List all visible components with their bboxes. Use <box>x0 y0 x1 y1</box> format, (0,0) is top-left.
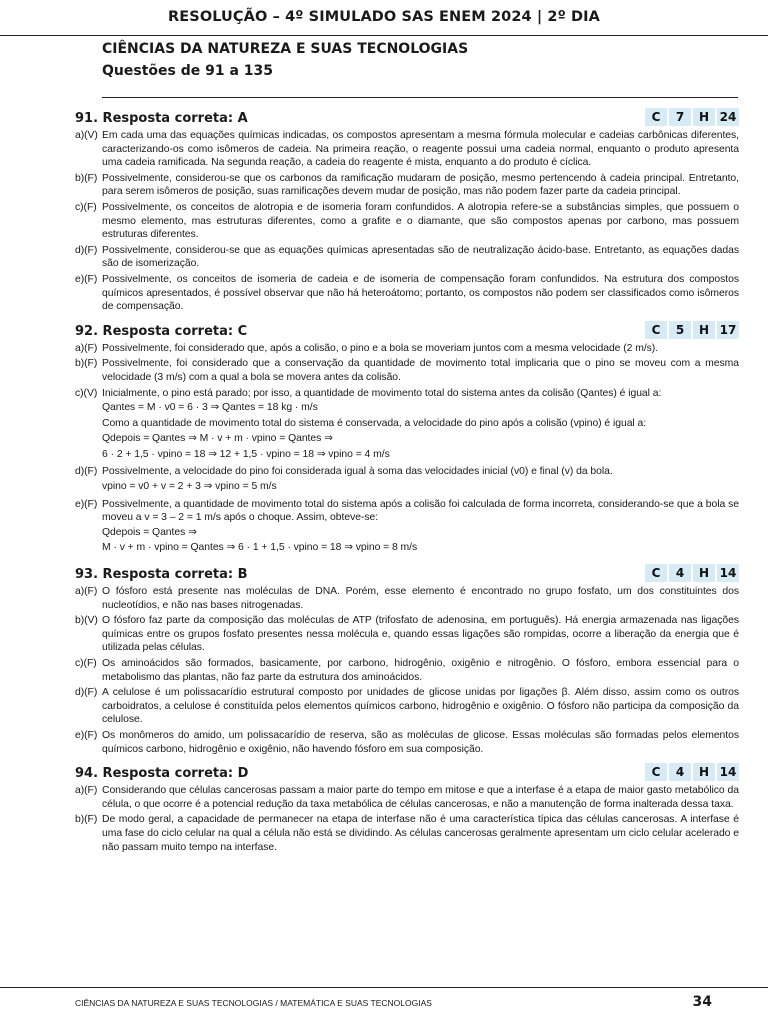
equation: Qdepois = Qantes ⇒ M · v + m · vpino = Qantes ⇒ <box>102 433 333 445</box>
option-text: Inicialmente, o pino está parado; por isso, a quantidade de movimento total do sistema antes da colisão (Qantes) é igual a: <box>102 387 662 399</box>
answer-option <box>75 129 739 170</box>
competency-badge: H <box>693 763 715 781</box>
option-letter: b)(F) <box>75 358 98 370</box>
footer-text: CIÊNCIAS DA NATUREZA E SUAS TECNOLOGIAS / MATEMÁTICA E SUAS TECNOLOGIAS <box>75 998 432 1008</box>
competency-badges <box>643 321 739 339</box>
option-explanation <box>102 244 739 271</box>
option-explanation <box>102 129 739 170</box>
option-explanation <box>102 172 739 199</box>
answer-option <box>75 273 739 314</box>
question-title: 93. Resposta correta: B <box>75 567 248 583</box>
competency-badge: 5 <box>669 321 691 339</box>
question-title: 91. Resposta correta: A <box>75 111 248 126</box>
option-letter: a)(V) <box>75 130 98 141</box>
competency-badge: 14 <box>717 564 739 582</box>
option-explanation <box>102 498 739 557</box>
option-letter: a)(F) <box>75 342 98 354</box>
answer-option <box>75 172 739 199</box>
equation: Qantes = M · v0 = 6 · 3 ⇒ Qantes = 18 kg · m/s <box>102 402 318 414</box>
answer-option <box>75 387 739 464</box>
competency-badges <box>643 763 739 781</box>
competency-badge: H <box>693 108 715 126</box>
option-text-continued: Como a quantidade de movimento total do sistema é conservada, a velocidade do pino após a colisão (vpino) é igual a: <box>102 417 647 429</box>
option-explanation <box>102 657 739 684</box>
answer-option <box>75 614 739 655</box>
option-text: Possivelmente, considerou-se que os carbonos da ramificação mudaram de posição, mesmo pertencendo à cadeia principal. Entretanto, para serem isômeros de posição, suas ramificações devem mudar de posição, mas não podem fazer parte da cadeia principal. <box>102 172 739 198</box>
option-letter: d)(F) <box>75 687 98 699</box>
section-title: CIÊNCIAS DA NATUREZA E SUAS TECNOLOGIAS <box>102 41 469 57</box>
section-divider <box>102 97 738 98</box>
answer-option <box>75 729 739 756</box>
answer-option <box>75 465 739 495</box>
answer-option <box>75 357 739 384</box>
equation: M · v + m · vpino = Qantes ⇒ 6 · 1 + 1,5 · vpino = 18 ⇒ vpino = 8 m/s <box>102 542 418 554</box>
option-text: Possivelmente, os conceitos de alotropia e de isomeria foram confundidos. A alotropia refere-se a substâncias simples, que possuem o mesmo elemento, mas estruturas diferentes, como a grafite e o diamante, que são compostos apenas por carbono, mas possuem estruturas diferentes. <box>102 201 739 241</box>
option-letter: b)(F) <box>75 814 98 826</box>
option-letter: b)(F) <box>75 172 98 184</box>
option-explanation <box>102 342 739 356</box>
answer-option <box>75 686 739 727</box>
option-text: De modo geral, a capacidade de permanecer na etapa de interfase não é uma característica típica das células cancerosas. A interfase é uma fase do ciclo celular na qual a célula não está se dividindo. As células cancerosas geralmente apresentam um ciclo celular acelerado e não passam muito tempo na interfase. <box>102 814 739 853</box>
option-explanation <box>102 813 739 854</box>
option-explanation <box>102 465 739 495</box>
option-letter: e)(F) <box>75 273 98 285</box>
option-text: Possivelmente, foi considerado que a conservação da quantidade de movimento total implicaria que o pino se moveu com a mesma velocidade (3 m/s) com a qual a bola se movera antes da colisão. <box>102 358 739 383</box>
equation: Qdepois = Qantes ⇒ <box>102 526 197 538</box>
footer-divider <box>0 987 768 988</box>
header-divider <box>0 35 768 36</box>
answer-option <box>75 813 739 854</box>
competency-badge: 4 <box>669 763 691 781</box>
option-explanation <box>102 729 739 756</box>
competency-badge: H <box>693 321 715 339</box>
option-explanation <box>102 614 739 655</box>
competency-badge: 17 <box>717 321 739 339</box>
option-explanation <box>102 387 739 464</box>
question-block <box>75 108 739 314</box>
competency-badge: 7 <box>669 108 691 126</box>
competency-badge: C <box>645 763 667 781</box>
option-text: Possivelmente, os conceitos de isomeria de cadeia e de isomeria de compensação foram confundidos. Na estrutura dos compostos químicos apresentados, é possível observar que não há heteroátomo; portanto, os compostos não podem ser classificados como isômeros de compensação. <box>102 273 739 313</box>
question-title: 94. Resposta correta: D <box>75 766 249 782</box>
competency-badge: 4 <box>669 564 691 582</box>
option-letter: e)(F) <box>75 498 98 510</box>
question-block <box>75 321 739 557</box>
option-letter: a)(F) <box>75 586 98 598</box>
option-text: Possivelmente, foi considerado que, após a colisão, o pino e a bola se moveriam juntos com a mesma velocidade (2 m/s). <box>102 342 659 354</box>
competency-badges <box>643 108 739 126</box>
competency-badge: C <box>645 321 667 339</box>
competency-badge: H <box>693 564 715 582</box>
page-number: 34 <box>692 994 712 1010</box>
competency-badge: C <box>645 564 667 582</box>
option-explanation <box>102 686 739 727</box>
competency-badge: 14 <box>717 763 739 781</box>
answers-list <box>75 108 739 861</box>
document-header-title: RESOLUÇÃO – 4º SIMULADO SAS ENEM 2024 | 2º DIA <box>168 9 600 25</box>
question-header <box>75 763 739 784</box>
option-text: O fósforo está presente nas moléculas de DNA. Porém, esse elemento é encontrado no grupo fosfato, um dos constituintes dos nucleotídios, e não nas bases nitrogenadas. <box>102 586 739 611</box>
answer-option <box>75 342 739 356</box>
equation: vpino = v0 + v = 2 + 3 ⇒ vpino = 5 m/s <box>102 481 277 493</box>
option-letter: e)(F) <box>75 729 98 741</box>
competency-badge: C <box>645 108 667 126</box>
option-letter: b)(V) <box>75 615 98 627</box>
equation: 6 · 2 + 1,5 · vpino = 18 ⇒ 12 + 1,5 · vpino = 18 ⇒ vpino = 4 m/s <box>102 448 390 460</box>
option-letter: c)(F) <box>75 658 97 669</box>
question-title: 92. Resposta correta: C <box>75 323 248 339</box>
option-text: A celulose é um polissacarídio estrutural composto por unidades de glicose unidas por ligações β. Além disso, assim como os outros carboidratos, a celulose é constituída pelos elementos químicos carbono, hidrogênio e oxigênio. O fósforo não participa da composição da celulose. <box>102 687 739 726</box>
option-text: Possivelmente, a velocidade do pino foi considerada igual à soma das velocidades inicial (v0) e final (v) da bola. <box>102 466 613 478</box>
answer-option <box>75 657 739 684</box>
option-text: Em cada uma das equações químicas indicadas, os compostos apresentam a mesma fórmula molecular e cadeias carbônicas diferentes, caracterizando-os como isômeros de cadeia. Na primeira reação, o reagente possui uma cadeia normal, enquanto o produto apresenta uma cadeia ramificada. Na segunda reação, a cadeia do reagente é mista, enquanto a do produto é cíclica. <box>102 130 739 169</box>
option-text: Possivelmente, considerou-se que as equações químicas apresentadas são de neutralização ácido-base. Entretanto, as equações dadas são de isomerização. <box>102 244 739 270</box>
option-explanation <box>102 201 739 242</box>
option-letter: c)(V) <box>75 387 98 399</box>
answer-option <box>75 585 739 612</box>
question-block <box>75 564 739 756</box>
question-header <box>75 321 739 342</box>
competency-badge: 24 <box>717 108 739 126</box>
option-letter: c)(F) <box>75 201 97 213</box>
option-letter: a)(F) <box>75 785 98 797</box>
section-question-range: Questões de 91 a 135 <box>102 63 274 79</box>
answer-option <box>75 498 739 557</box>
option-text: Os aminoácidos são formados, basicamente, por carbono, hidrogênio, oxigênio e nitrogênio. O fósforo, embora essencial para o metabolismo das plantas, não faz parte da estrutura dos aminoácidos. <box>102 658 739 683</box>
answer-option <box>75 244 739 271</box>
answer-option <box>75 201 739 242</box>
answer-option <box>75 784 739 811</box>
option-explanation <box>102 357 739 384</box>
option-explanation <box>102 784 739 811</box>
option-letter: d)(F) <box>75 244 98 256</box>
option-explanation <box>102 585 739 612</box>
option-text: Os monômeros do amido, um polissacarídio de reserva, são as moléculas de glicose. Essas moléculas são formadas pelos elementos químicos carbono, hidrogênio e oxigênio, não havendo fósforo em sua composição. <box>102 729 739 755</box>
option-explanation <box>102 273 739 314</box>
option-text: O fósforo faz parte da composição das moléculas de ATP (trifosfato de adenosina, em português). Há energia armazenada nas ligações químicas entre os grupos fosfato presentes nessa molécula e, quando essas ligações são rompidas, ocorre a liberação da energia que é utilizada pelas células. <box>102 615 739 654</box>
question-header <box>75 108 739 129</box>
option-text: Considerando que células cancerosas passam a maior parte do tempo em mitose e que a interfase é a etapa de maior gasto metabólico da célula, o que ocorre é a potencial redução da taxa metabólica de células cancerosas, e não a manutenção de forma inalterada dessa taxa. <box>102 785 739 810</box>
option-text: Possivelmente, a quantidade de movimento total do sistema após a colisão foi calculada de forma incorreta, considerando-se que a bola se moveu a v = 3 – 2 = 1 m/s após o choque. Assim, obteve-se: <box>102 498 739 524</box>
competency-badges <box>643 564 739 582</box>
question-header <box>75 564 739 585</box>
option-letter: d)(F) <box>75 466 98 478</box>
question-block <box>75 763 739 854</box>
